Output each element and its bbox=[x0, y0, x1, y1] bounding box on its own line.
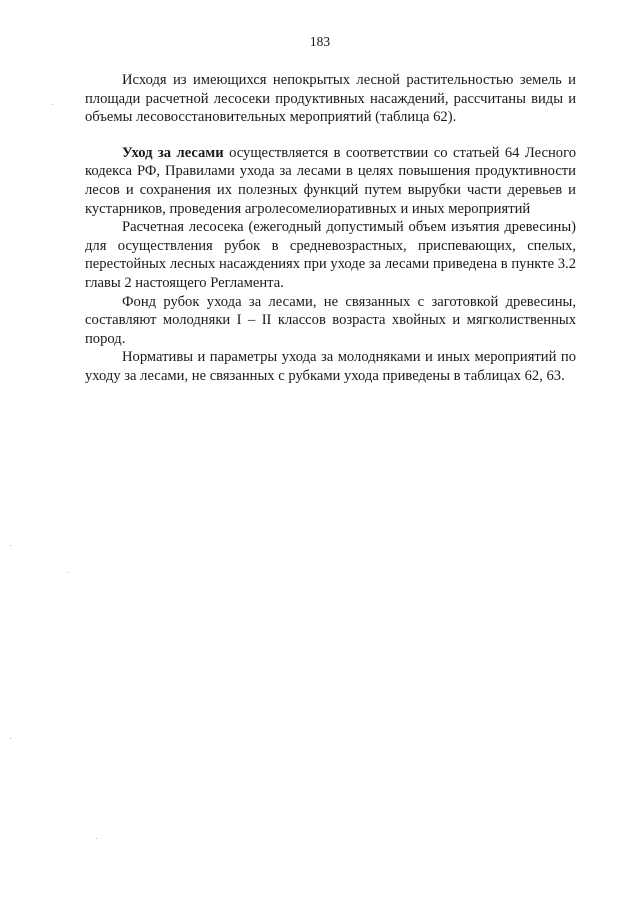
paragraph-bold-lead: Уход за лесами bbox=[122, 144, 224, 161]
paragraph-care-fund: Фонд рубок ухода за лесами, не связанных с заготовкой древесины, составляют молодняки I – II классов возраста хвойных и мягколиственных пород. bbox=[85, 293, 576, 347]
scan-speck bbox=[10, 545, 11, 546]
paragraph-restoration: Исходя из имеющихся непокрытых лесной растительностью земель и площади расчетной лесосеки продуктивных насаждений, рассчитаны виды и объемы лесовосстановительных мероприятий (таблица 62). bbox=[85, 72, 576, 126]
paragraph-forest-care bbox=[85, 144, 576, 218]
paragraph-calculated-cutting: Расчетная лесосека (ежегодный допустимый объем изъятия древесины) для осуществления рубок в средневозрастных, приспевающих, спелых, перестойных лесных насаждениях при уходе за лесами приведена в пункте 3.2 главы 2 настоящего Регламента. bbox=[85, 219, 576, 291]
scan-speck bbox=[10, 738, 11, 739]
page-number: 183 bbox=[309, 34, 331, 49]
paragraph-standards: Нормативы и параметры ухода за молодняками и иных мероприятий по уходу за лесами, не связанных с рубками ухода приведены в таблицах 62, 63. bbox=[85, 349, 576, 384]
document-body bbox=[85, 71, 576, 386]
paragraph-forest-care-text: осуществляется в соответствии со статьей 64 Лесного кодекса РФ, Правилами ухода за лесами в целях повышения продуктивности лесов и сохранения их полезных функций путем вырубки части деревьев и кустарников, проведения агролесомелиоративных и иных мероприятий bbox=[85, 144, 576, 217]
scan-speck bbox=[96, 838, 97, 839]
scan-speck bbox=[52, 104, 53, 105]
scan-speck bbox=[68, 572, 69, 573]
